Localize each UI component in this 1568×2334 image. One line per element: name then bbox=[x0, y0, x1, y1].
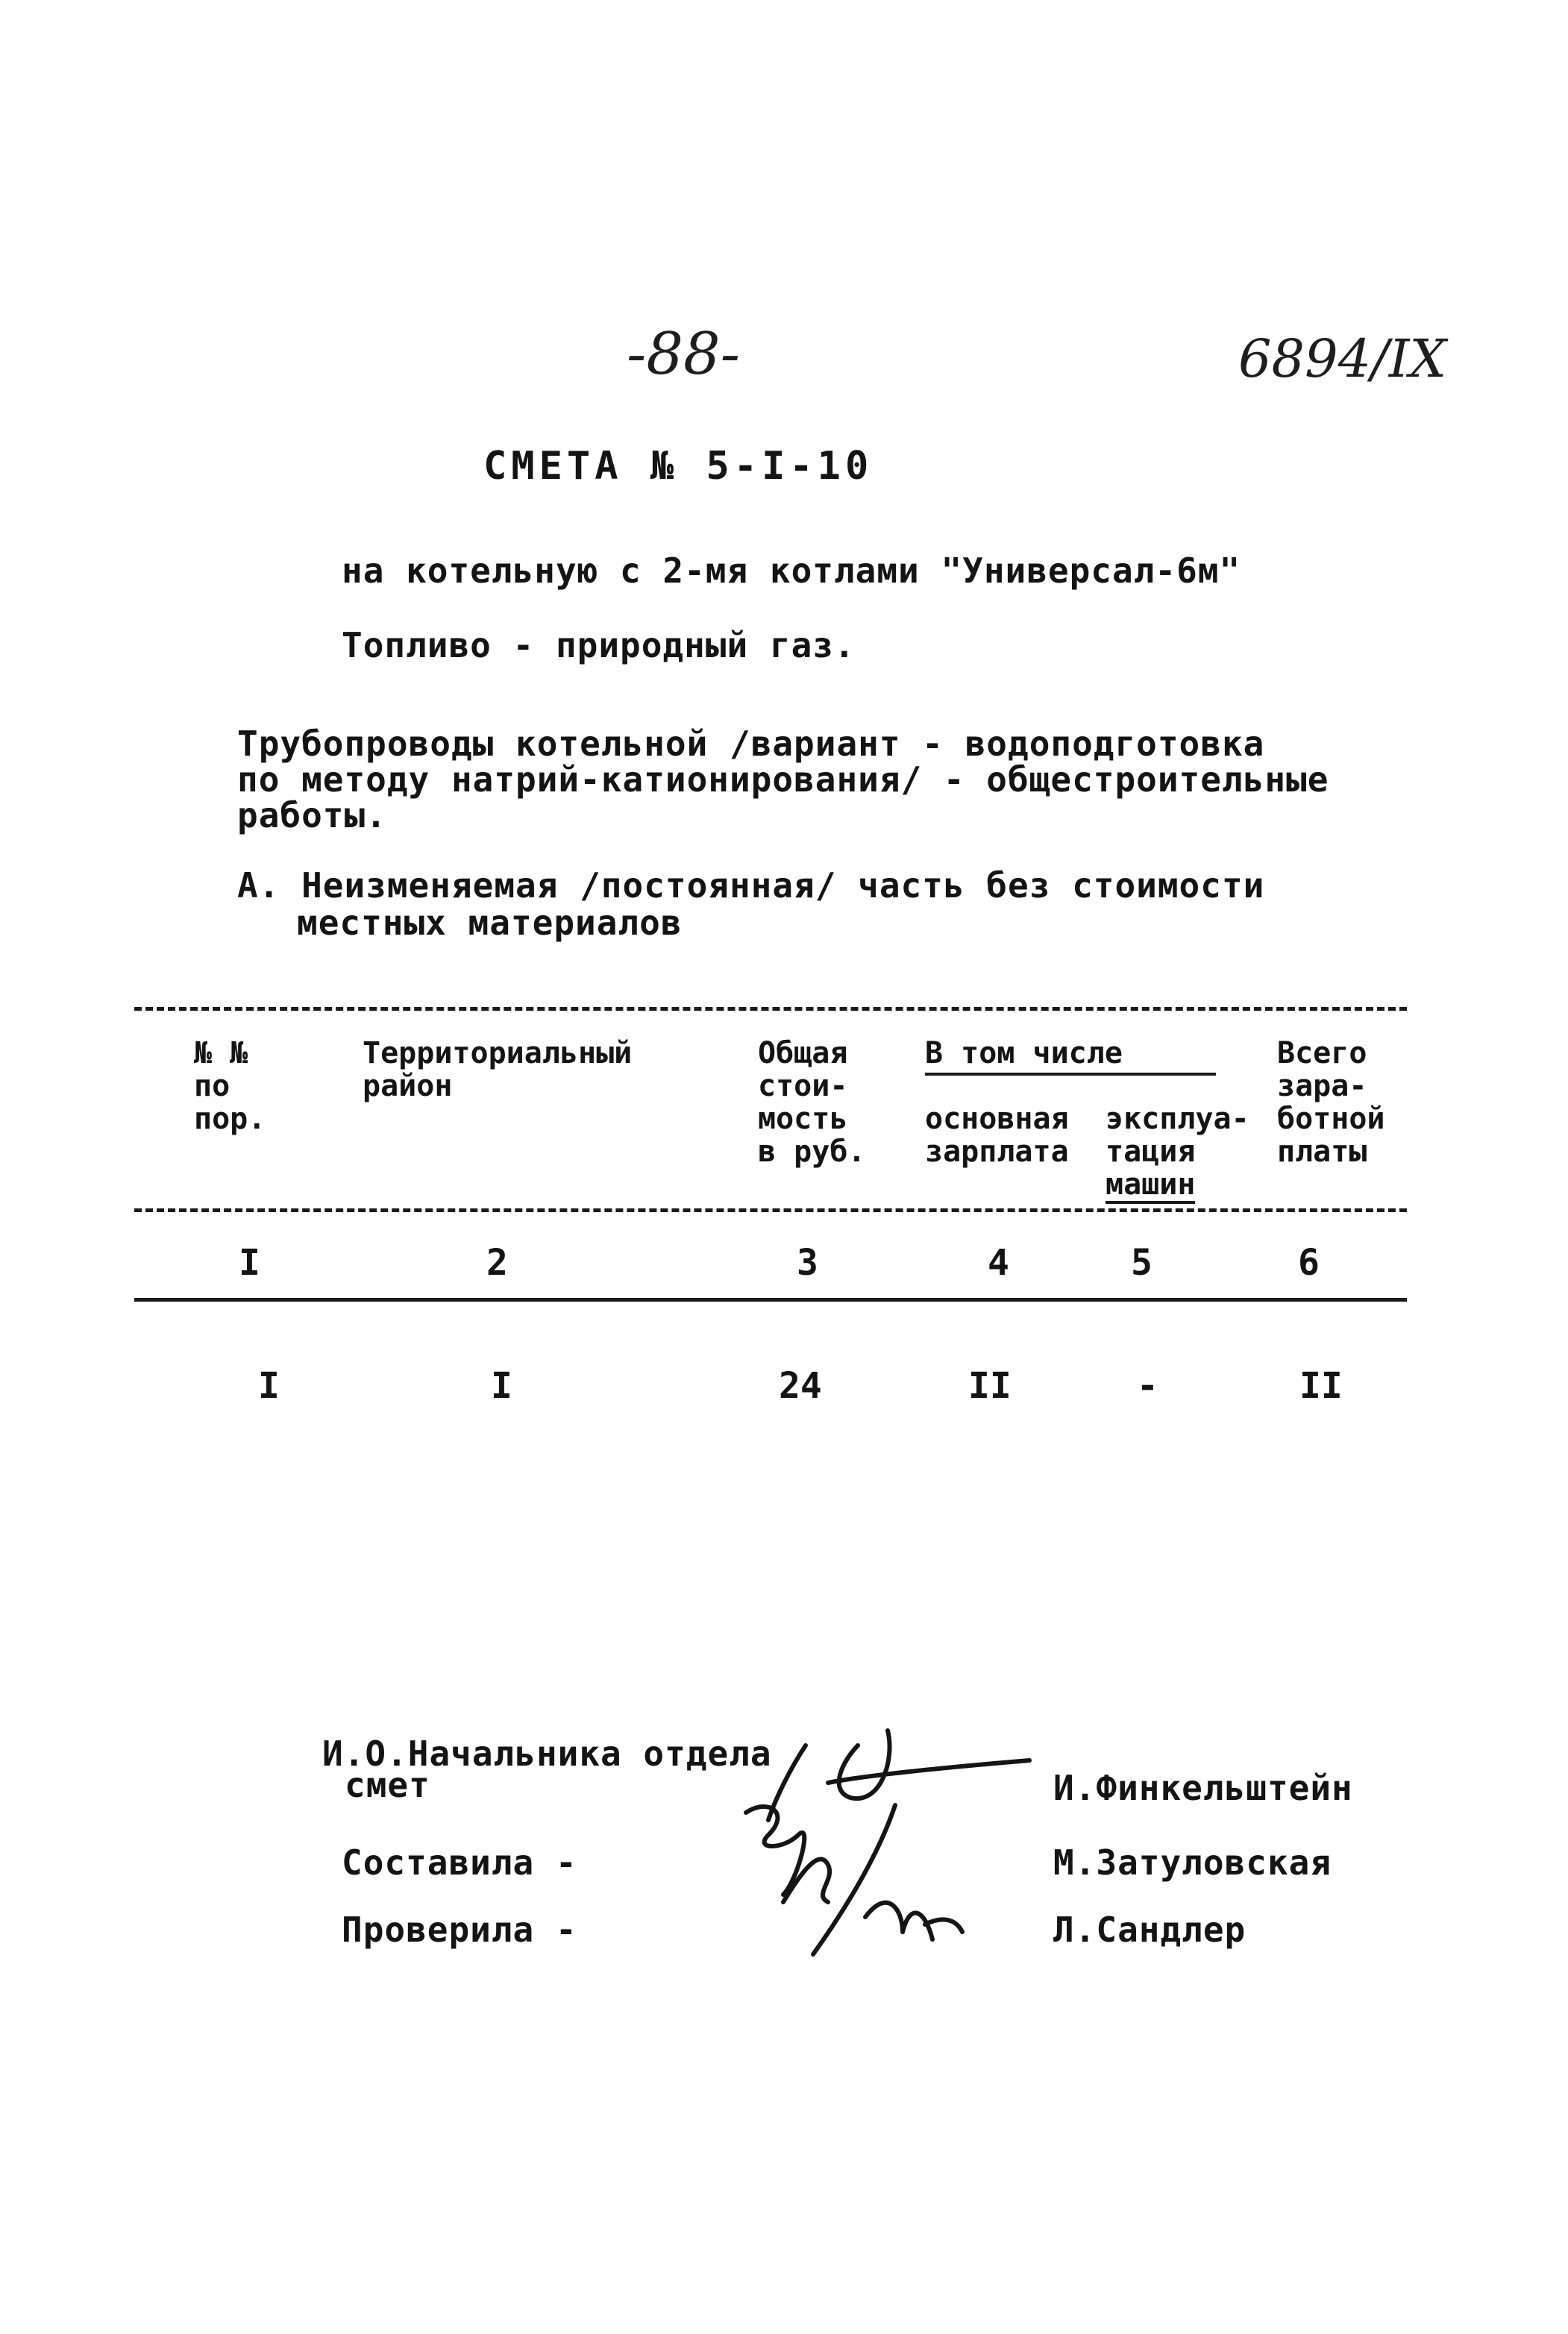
section-a-line-1: А. Неизменяемая /постоянная/ часть без стоимости bbox=[237, 865, 1265, 906]
table-cell-total-cost: 24 bbox=[779, 1365, 822, 1407]
signer-role-compiled: Составила - bbox=[342, 1842, 577, 1883]
signer-role-head bbox=[322, 1734, 772, 1805]
column-number: 4 bbox=[988, 1242, 1009, 1284]
header-machine-line: тация bbox=[1106, 1135, 1196, 1169]
header-wages-line: зара- bbox=[1277, 1069, 1367, 1103]
column-number: 5 bbox=[1131, 1242, 1153, 1284]
header-wages-line: платы bbox=[1277, 1135, 1367, 1169]
description-line-2: по методу натрий-катионирования/ - общестроительные bbox=[237, 759, 1329, 800]
signer-role-line: И.О.Начальника отдела bbox=[322, 1734, 772, 1774]
header-total-cost bbox=[758, 1037, 866, 1168]
header-machine-line: машин bbox=[1106, 1168, 1195, 1204]
header-total-wages bbox=[1277, 1037, 1385, 1168]
page-number: -88- bbox=[627, 321, 740, 388]
header-wages-line: ботной bbox=[1277, 1102, 1385, 1136]
column-number: 2 bbox=[486, 1242, 508, 1284]
header-number-line: по bbox=[194, 1069, 231, 1103]
header-cost-line: стои- bbox=[758, 1069, 848, 1103]
header-district-line: Территориальный bbox=[363, 1036, 633, 1070]
document-title: СМЕТА № 5-I-10 bbox=[483, 444, 874, 489]
table-column-numbers-rule bbox=[134, 1298, 1407, 1302]
signer-name-compiled: М.Затуловская bbox=[1053, 1842, 1332, 1883]
handwritten-signatures bbox=[716, 1716, 1029, 1999]
archive-number: 6894/IX bbox=[1238, 328, 1447, 389]
header-number-line: № № bbox=[194, 1036, 248, 1070]
table-cell-base-salary: II bbox=[968, 1365, 1012, 1407]
table-header-rule bbox=[134, 1208, 1407, 1212]
table-cell-district: I bbox=[491, 1365, 512, 1407]
description-line-1: Трубопроводы котельной /вариант - водоподготовка bbox=[237, 724, 1265, 764]
header-district-line: район bbox=[363, 1069, 453, 1103]
header-machine-operation bbox=[1106, 1102, 1249, 1204]
header-number-line: пор. bbox=[194, 1102, 266, 1136]
table-top-rule bbox=[134, 1007, 1407, 1011]
column-number: 6 bbox=[1298, 1242, 1320, 1284]
table-cell-total-wages: II bbox=[1299, 1365, 1343, 1407]
header-cost-line: Общая bbox=[758, 1036, 848, 1070]
table-cell-number: I bbox=[258, 1365, 280, 1407]
header-number bbox=[194, 1037, 266, 1135]
header-wages-line: Всего bbox=[1277, 1036, 1367, 1070]
header-base-salary bbox=[925, 1102, 1069, 1168]
header-group-including: В том числе bbox=[925, 1037, 1216, 1076]
header-machine-line: эксплуа- bbox=[1106, 1102, 1249, 1136]
header-salary-line: основная bbox=[925, 1102, 1069, 1136]
description-line-3: работы. bbox=[237, 795, 387, 835]
column-number: 3 bbox=[797, 1242, 818, 1284]
table-cell-machine-operation: - bbox=[1137, 1365, 1158, 1407]
header-cost-line: мость bbox=[758, 1102, 848, 1136]
subtitle-boiler: на котельную с 2-мя котлами "Универсал-6м" bbox=[342, 550, 1241, 591]
signer-name-checked: Л.Сандлер bbox=[1053, 1910, 1246, 1950]
signer-role-checked: Проверила - bbox=[342, 1910, 577, 1950]
column-number: I bbox=[239, 1242, 260, 1284]
signer-name-head: И.Финкельштейн bbox=[1053, 1768, 1353, 1808]
header-salary-line: зарплата bbox=[925, 1135, 1069, 1169]
signer-role-line: смет bbox=[345, 1765, 430, 1805]
header-cost-line: в руб. bbox=[758, 1135, 866, 1169]
header-territorial-district bbox=[363, 1037, 632, 1102]
section-a-line-2: местных материалов bbox=[297, 903, 683, 943]
subtitle-fuel: Топливо - природный газ. bbox=[342, 625, 856, 665]
